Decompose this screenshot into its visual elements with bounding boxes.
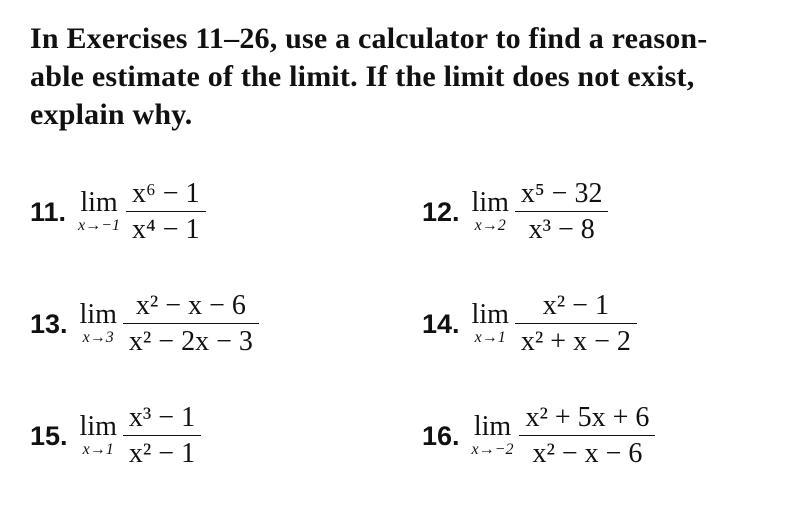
- fraction-bar: [123, 435, 201, 436]
- limit-approach: x→−1: [78, 217, 120, 234]
- instructions-line-2: able estimate of the limit. If the limit does not exist,: [30, 60, 695, 93]
- denominator: x² − 2x − 3: [128, 326, 253, 357]
- exercise-number: 15.: [30, 420, 68, 451]
- fraction-bar: [126, 211, 206, 212]
- fraction-bar: [123, 323, 259, 324]
- limit-operator: [472, 189, 509, 235]
- exercise-16: [422, 396, 655, 476]
- limit-operator: [80, 413, 117, 459]
- exercise-number: 11.: [30, 196, 67, 227]
- exercise-number: 12.: [422, 196, 460, 227]
- limit-operator: [80, 301, 117, 347]
- fraction: [123, 290, 259, 358]
- limit-approach: x→2: [474, 217, 506, 234]
- limit-approach: x→−2: [471, 441, 514, 458]
- denominator: x² − 1: [128, 438, 196, 469]
- limit-approach: x→1: [82, 441, 114, 458]
- fraction-bar: [515, 211, 609, 212]
- numerator: x⁵ − 32: [520, 178, 603, 209]
- instructions: [30, 20, 792, 134]
- instructions-line-1: In Exercises 11–26, use a calculator to find a reason-: [30, 22, 708, 55]
- fraction: [519, 402, 655, 470]
- numerator: x⁶ − 1: [131, 178, 200, 209]
- limit-operator: [472, 413, 514, 459]
- lim-word: lim: [471, 299, 509, 330]
- exercise-13: [30, 284, 259, 364]
- exercise-12: [422, 172, 608, 252]
- limit-approach: x→1: [474, 329, 506, 346]
- lim-word: lim: [80, 187, 118, 218]
- denominator: x² − x − 6: [532, 438, 643, 469]
- fraction: [123, 402, 201, 470]
- lim-word: lim: [473, 411, 512, 442]
- denominator: x² + x − 2: [520, 326, 631, 357]
- exercise-number: 16.: [422, 420, 460, 451]
- numerator: x² − x − 6: [135, 290, 246, 321]
- fraction: [515, 290, 637, 358]
- denominator: x³ − 8: [528, 214, 595, 245]
- fraction: [515, 178, 609, 246]
- exercise-11: [30, 172, 206, 252]
- exercise-number: 13.: [30, 308, 68, 339]
- limit-operator: [472, 301, 509, 347]
- lim-word: lim: [471, 187, 509, 218]
- limit-operator: [78, 189, 120, 235]
- limit-approach: x→3: [82, 329, 114, 346]
- numerator: x² + 5x + 6: [525, 402, 650, 433]
- instructions-line-3: explain why.: [30, 98, 193, 131]
- fraction-bar: [515, 323, 637, 324]
- numerator: x³ − 1: [128, 402, 196, 433]
- exercise-15: [30, 396, 201, 476]
- fraction-bar: [519, 435, 655, 436]
- lim-word: lim: [79, 411, 117, 442]
- lim-word: lim: [79, 299, 117, 330]
- denominator: x⁴ − 1: [131, 214, 200, 245]
- exercise-14: [422, 284, 637, 364]
- fraction: [126, 178, 206, 246]
- exercise-number: 14.: [422, 308, 460, 339]
- numerator: x² − 1: [542, 290, 609, 321]
